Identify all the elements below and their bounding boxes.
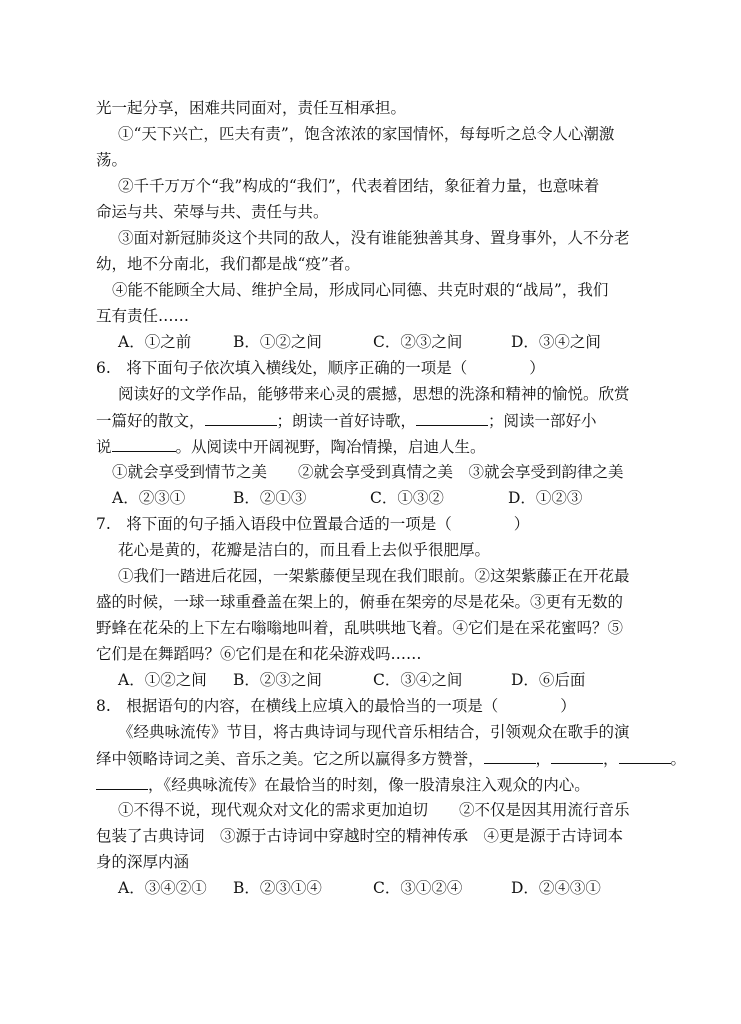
sentence-1: ①“天下兴亡，匹夫有责”，饱含浓浓的家国情怀，每每听之总令人心潮激 <box>118 125 615 143</box>
option-a[interactable]: A．①之前 <box>118 333 192 351</box>
q7-passage: 它们是在舞蹈吗？⑥它们是在和花朵游戏吗…… <box>96 645 422 663</box>
option-c[interactable]: C．②③之间 <box>373 333 463 351</box>
sentence-3: ③面对新冠肺炎这个共同的敌人，没有谁能独善其身、置身事外，人不分老 <box>118 229 630 247</box>
q7-passage: 野蜂在花朵的上下左右嗡嗡地叫着，乱哄哄地飞着。④它们是在采花蜜吗？⑤ <box>96 619 624 637</box>
option-a[interactable]: A．③④②① <box>118 879 207 897</box>
q8-text: ，《经典咏流传》在最恰当的时刻，像一股清泉注入观众的内心。 <box>148 776 590 794</box>
option-b[interactable]: B．②①③ <box>233 489 307 507</box>
q6-text: ；阅读一部好小 <box>488 412 597 430</box>
option-b[interactable]: B．②③之间 <box>233 671 322 689</box>
sentence-1-cont: 荡。 <box>96 151 128 169</box>
q6-text: ；朗读一首好诗歌， <box>276 412 417 430</box>
option-c[interactable]: C．①③② <box>370 489 444 507</box>
q6-text: 一篇好的散文， <box>96 412 205 430</box>
q6-passage-line-2 <box>96 407 656 434</box>
fill-blank[interactable] <box>96 771 148 790</box>
q6-text: 说 <box>96 438 112 456</box>
q8-text: ， <box>603 750 619 768</box>
option-d[interactable]: D．②④③① <box>511 879 601 897</box>
q7-insert-sentence: 花心是黄的，花瓣是洁白的，而且看上去似乎很肥厚。 <box>118 541 491 559</box>
option-a[interactable]: A．②③① <box>112 489 186 507</box>
option-b[interactable]: B．①②之间 <box>233 333 322 351</box>
q8-passage-line-3 <box>96 771 656 798</box>
sentence-4-cont: 互有责任…… <box>96 307 190 325</box>
option-c[interactable]: C．③④之间 <box>373 671 463 689</box>
q8-passage: 《经典咏流传》节目，将古典诗词与现代音乐相结合，引领观众在歌手的演 <box>118 723 630 741</box>
option-d[interactable]: D．③④之间 <box>511 333 601 351</box>
q8-text: 。 <box>670 750 687 768</box>
q6-stem: 6. 将下面句子依次填入横线处，顺序正确的一项是（ ） <box>96 359 545 377</box>
option-d[interactable]: D．⑥后面 <box>511 671 586 689</box>
q8-items: 包装了古典诗词 ③源于古诗词中穿越时空的精神传承 ④更是源于古诗词本 <box>96 827 624 845</box>
fill-blank[interactable] <box>112 433 176 452</box>
fill-blank[interactable] <box>619 745 671 764</box>
q6-passage-line-3 <box>96 433 656 460</box>
q7-passage: ①我们一踏进后花园，一架紫藤便呈现在我们眼前。②这架紫藤正在开花最 <box>118 567 630 585</box>
q6-items: ①就会享受到情节之美 ②就会享受到真情之美 ③就会享受到韵律之美 <box>112 463 624 481</box>
option-a[interactable]: A．①②之间 <box>118 671 207 689</box>
sentence-2-cont: 命运与共、荣辱与共、责任与共。 <box>96 203 329 221</box>
fill-blank[interactable] <box>484 745 536 764</box>
q8-text: ， <box>535 750 552 768</box>
fill-blank[interactable] <box>416 407 488 426</box>
sentence-4: ④能不能顾全大局、维护全局，形成同心同德、共克时艰的“战局”，我们 <box>112 281 609 299</box>
q6-passage: 阅读好的文学作品，能够带来心灵的震撼，思想的洗涤和精神的愉悦。欣赏 <box>118 385 630 403</box>
q8-items: ①不得不说，现代观众对文化的需求更加迫切 ②不仅是因其用流行音乐 <box>118 801 630 819</box>
passage-line: 光一起分享，困难共同面对，责任互相承担。 <box>96 99 407 117</box>
option-d[interactable]: D．①②③ <box>508 489 583 507</box>
q8-items: 身的深厚内涵 <box>96 853 190 871</box>
fill-blank[interactable] <box>551 745 603 764</box>
fill-blank[interactable] <box>205 407 277 426</box>
option-b[interactable]: B．②③①④ <box>233 879 322 897</box>
q7-stem: 7. 将下面的句子插入语段中位置最合适的一项是（ ） <box>96 515 530 533</box>
option-c[interactable]: C．③①②④ <box>373 879 463 897</box>
q8-stem: 8. 根据语句的内容，在横线上应填入的最恰当的一项是（ ） <box>96 697 576 715</box>
q8-passage-line-2 <box>96 745 687 772</box>
q7-passage: 盛的时候，一球一球重叠盖在架上的，俯垂在架旁的尽是花朵。③更有无数的 <box>96 593 624 611</box>
sentence-2: ②千千万万个“我”构成的“我们”，代表着团结，象征着力量，也意味着 <box>118 177 600 195</box>
q8-text: 绎中领略诗词之美、音乐之美。它之所以赢得多方赞誉， <box>96 750 484 768</box>
sentence-3-cont: 幼，地不分南北，我们都是战“疫”者。 <box>96 255 360 273</box>
q6-text: 。从阅读中开阔视野，陶冶情操，启迪人生。 <box>175 438 486 456</box>
